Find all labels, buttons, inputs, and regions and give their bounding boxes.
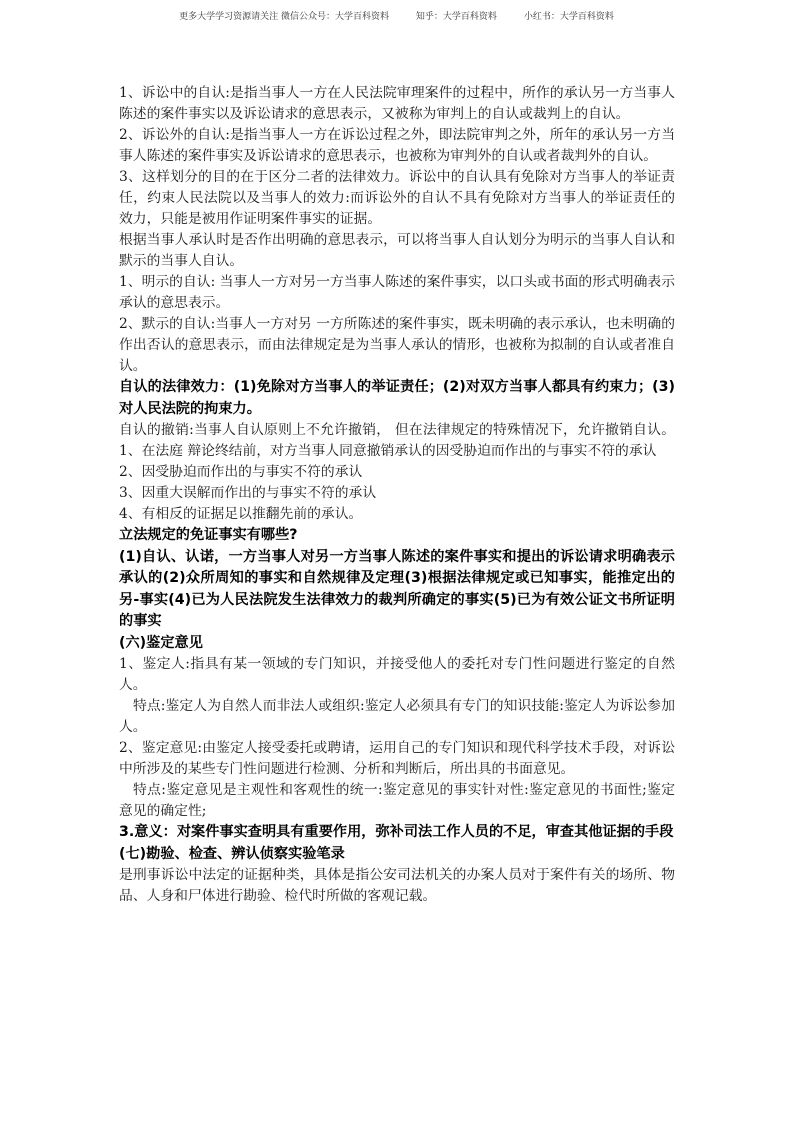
heading-exempt-facts-question: 立法规定的免证事实有哪些? bbox=[119, 527, 298, 543]
paragraph-expert-opinion-significance: 3.意义：对案件事实查明具有重要作用，弥补司法工作人员的不足，审查其他证据的手段 bbox=[119, 824, 674, 840]
header-xiaohongshu-text: 小红书：大学百科资料 bbox=[523, 12, 614, 22]
heading-expert-opinion: (六)鉴定意见 bbox=[119, 634, 203, 651]
paragraph-expert-definition: 1、鉴定人:指具有某一领域的专门知识，并接受他人的委托对专门性问题进行鉴定的自然人。 bbox=[119, 656, 675, 693]
paragraph-classification-purpose: 3、这样划分的目的在于区分二者的法律效力。诉讼中的自认具有免除对方当事人的举证责任，约束人民法院以及当事人的效力:而诉讼外的自认不具有免除对方当事人的举证责任的效力，只能是被用作证明案件事实的证据。 bbox=[119, 169, 675, 227]
page-header bbox=[0, 9, 793, 22]
header-wechat-text: 更多大学学习资源请关注 微信公众号：大学百科资料 bbox=[179, 12, 390, 22]
paragraph-express-admission: 1、明示的自认: 当事人一方对另一方当事人陈述的案件事实，以口头或书面的形式明确表示承认的意思表示。 bbox=[119, 274, 675, 311]
paragraph-exempt-facts-list: (1)自认、认诺，一方当事人对另一方当事人陈述的案件事实和提出的诉讼请求明确表示承认的(2)众所周知的事实和自然规律及定理(3)根据法律规定或已知事实，能推定出的另-事实(4)已为人民法院发生法律效力的裁判所确定的事实(5)已为有效公证文书所证明的事实 bbox=[119, 548, 675, 629]
paragraph-admission-revocation: 自认的撤销:当事人自认原则上不允许撤销， 但在法律规定的特殊情况下，允许撤销自认。1、在法庭 辩论终结前，对方当事人同意撤销承认的因受胁迫而作出的与事实不符的承认 bbox=[119, 422, 675, 459]
heading-admission-legal-effect: 自认的法律效力：(1)免除对方当事人的举证责任；(2)对双方当事人都具有约束力；(3)对人民法院的拘束力。 bbox=[119, 379, 675, 417]
list-item-revocation-misunderstanding: 3、因重大误解而作出的与事实不符的承认 bbox=[119, 485, 377, 501]
header-zhihu-text: 知乎：大学百科资料 bbox=[415, 12, 497, 22]
list-item-revocation-duress: 2、因受胁迫而作出的与事实不符的承认 bbox=[119, 464, 363, 480]
heading-inspection-records: (七)勘验、检查、辨认侦察实验笔录 bbox=[119, 845, 345, 862]
paragraph-express-implied-intro: 根据当事人承认时是否作出明确的意思表示，可以将当事人自认划分为明示的当事人自认和默示的当事人自认。 bbox=[119, 232, 675, 269]
paragraph-expert-opinion-features: 特点:鉴定意见是主观性和客观性的统一:鉴定意见的事实针对性:鉴定意见的书面性;鉴定意见的确定性; bbox=[119, 782, 675, 819]
paragraph-expert-features: 特点:鉴定人为自然人而非法人或组织:鉴定人必须具有专门的知识技能:鉴定人为诉讼参加人。 bbox=[119, 698, 675, 735]
paragraph-out-of-litigation-admission: 2、诉讼外的自认:是指当事人一方在诉讼过程之外，即法院审判之外，所年的承认另一方当事人陈述的案件事实及诉讼请求的意思表示，也被称为审判外的自认或者裁判外的自认。 bbox=[119, 127, 675, 164]
paragraph-litigation-admission: 1、诉讼中的自认:是指当事人一方在人民法院审理案件的过程中，所作的承认另一方当事人陈述的案件事实以及诉讼请求的意思表示，又被称为审判上的自认或裁判上的自认。 bbox=[119, 85, 675, 122]
paragraph-inspection-records-definition: 是刑事诉讼中法定的证据种类，具体是指公安司法机关的办案人员对于案件有关的场所、物品、人身和尸体进行勘验、检代时所做的客观记载。 bbox=[119, 867, 675, 904]
paragraph-implied-admission: 2、默示的自认:当事人一方对另 一方所陈述的案件事实，既未明确的表示承认，也未明确的作出否认的意思表示，而由法律规定是为当事人承认的情形，也被称为拟制的自认或者准自认。 bbox=[119, 316, 675, 374]
list-item-revocation-contrary-evidence: 4、有相反的证据足以推翻先前的承认。 bbox=[119, 506, 363, 522]
document-body bbox=[119, 83, 675, 907]
paragraph-expert-opinion-definition: 2、鉴定意见:由鉴定人接受委托或聘请，运用自己的专门知识和现代科学技术手段，对诉讼中所涉及的某些专门性问题进行检测、分析和判断后，所出具的书面意见。 bbox=[119, 740, 675, 777]
